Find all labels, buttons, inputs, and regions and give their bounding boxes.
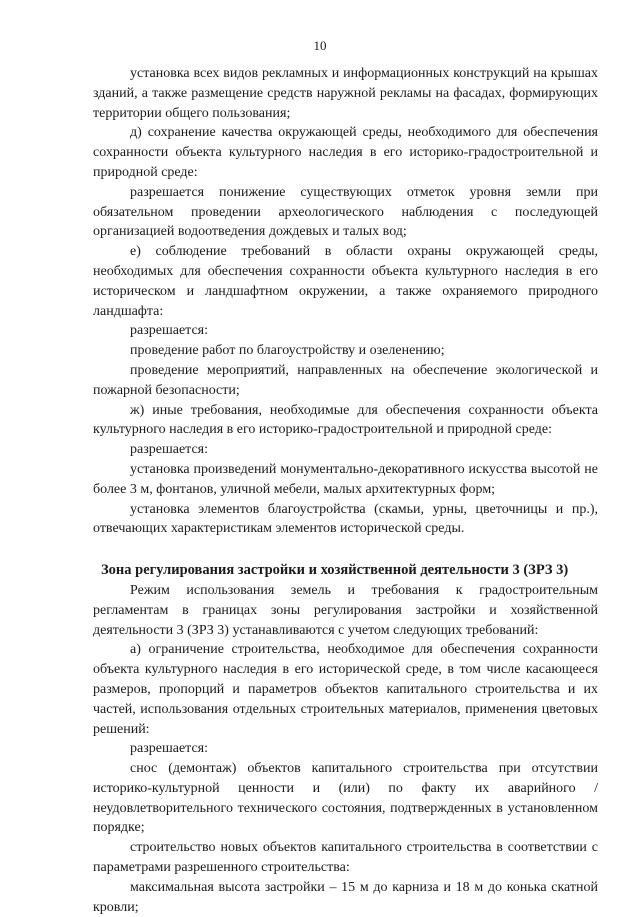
paragraph: а) ограничение строительства, необходимое для обеспечения сохранности объекта культурного наследия в его исторической среде, в том числе касающееся размеров, пропорций и параметров объектов капитального строительства и их частей, использования отдельных строительных материалов, применения цветовых решений: [93, 642, 598, 737]
paragraph: установка всех видов рекламных и информационных конструкций на крышах зданий, а также размещение средств наружной рекламы на фасадах, формирующих территории общего пользования; [93, 66, 598, 121]
paragraph: проведение мероприятий, направленных на обеспечение экологической и пожарной безопасности; [93, 362, 598, 398]
paragraph: проведение работ по благоустройству и озеленению; [130, 343, 445, 359]
paragraph: разрешается: [130, 442, 208, 458]
paragraph: строительство новых объектов капитального строительства в соответствии с параметрами разрешенного строительства: [93, 840, 598, 876]
section-heading: Зона регулирования застройки и хозяйственной деятельности 3 (ЗРЗ 3) [101, 562, 569, 579]
paragraph: разрешается: [130, 741, 208, 757]
document-body [93, 64, 598, 917]
paragraph: максимальная высота застройки – 15 м до карниза и 18 м до конька скатной кровли; [93, 879, 598, 915]
paragraph: установка произведений монументально-декоративного искусства высотой не более 3 м, фонтанов, уличной мебели, малых архитектурных форм; [93, 461, 598, 497]
paragraph: д) сохранение качества окружающей среды, необходимого для обеспечения сохранности объекта культурного наследия в его историко-градостроительной и природной среде: [93, 125, 598, 180]
paragraph: Режим использования земель и требования к градостроительным регламентам в границах зоны регулирования застройки и хозяйственной деятельности 3 (ЗРЗ 3) устанавливаются с учетом следующих требований: [93, 582, 598, 638]
paragraph: установка элементов благоустройства (скамьи, урны, цветочницы и пр.), отвечающих характеристикам элементов исторической среды. [93, 501, 598, 537]
paragraph: разрешается понижение существующих отметок уровня земли при обязательном проведении археологического наблюдения с последующей организацией водоотведения дождевых и талых вод; [93, 184, 598, 240]
paragraph: снос (демонтаж) объектов капитального строительства при отсутствии историко-культурной ценности и (или) по факту их аварийного / неудовлетворительного технического состояния, подтвержденных в установленном порядке; [93, 761, 598, 836]
paragraph: разрешается: [130, 323, 208, 339]
page-number: 10 [313, 38, 327, 53]
paragraph: е) соблюдение требований в области охраны окружающей среды, необходимых для обеспечения сохранности объекта культурного наследия в его историческом и ландшафтном окружении, а также охраняемого природного ландшафта: [93, 244, 598, 319]
paragraph: ж) иные требования, необходимые для обеспечения сохранности объекта культурного наследия в его историко-градостроительной и природной среде: [93, 402, 598, 438]
